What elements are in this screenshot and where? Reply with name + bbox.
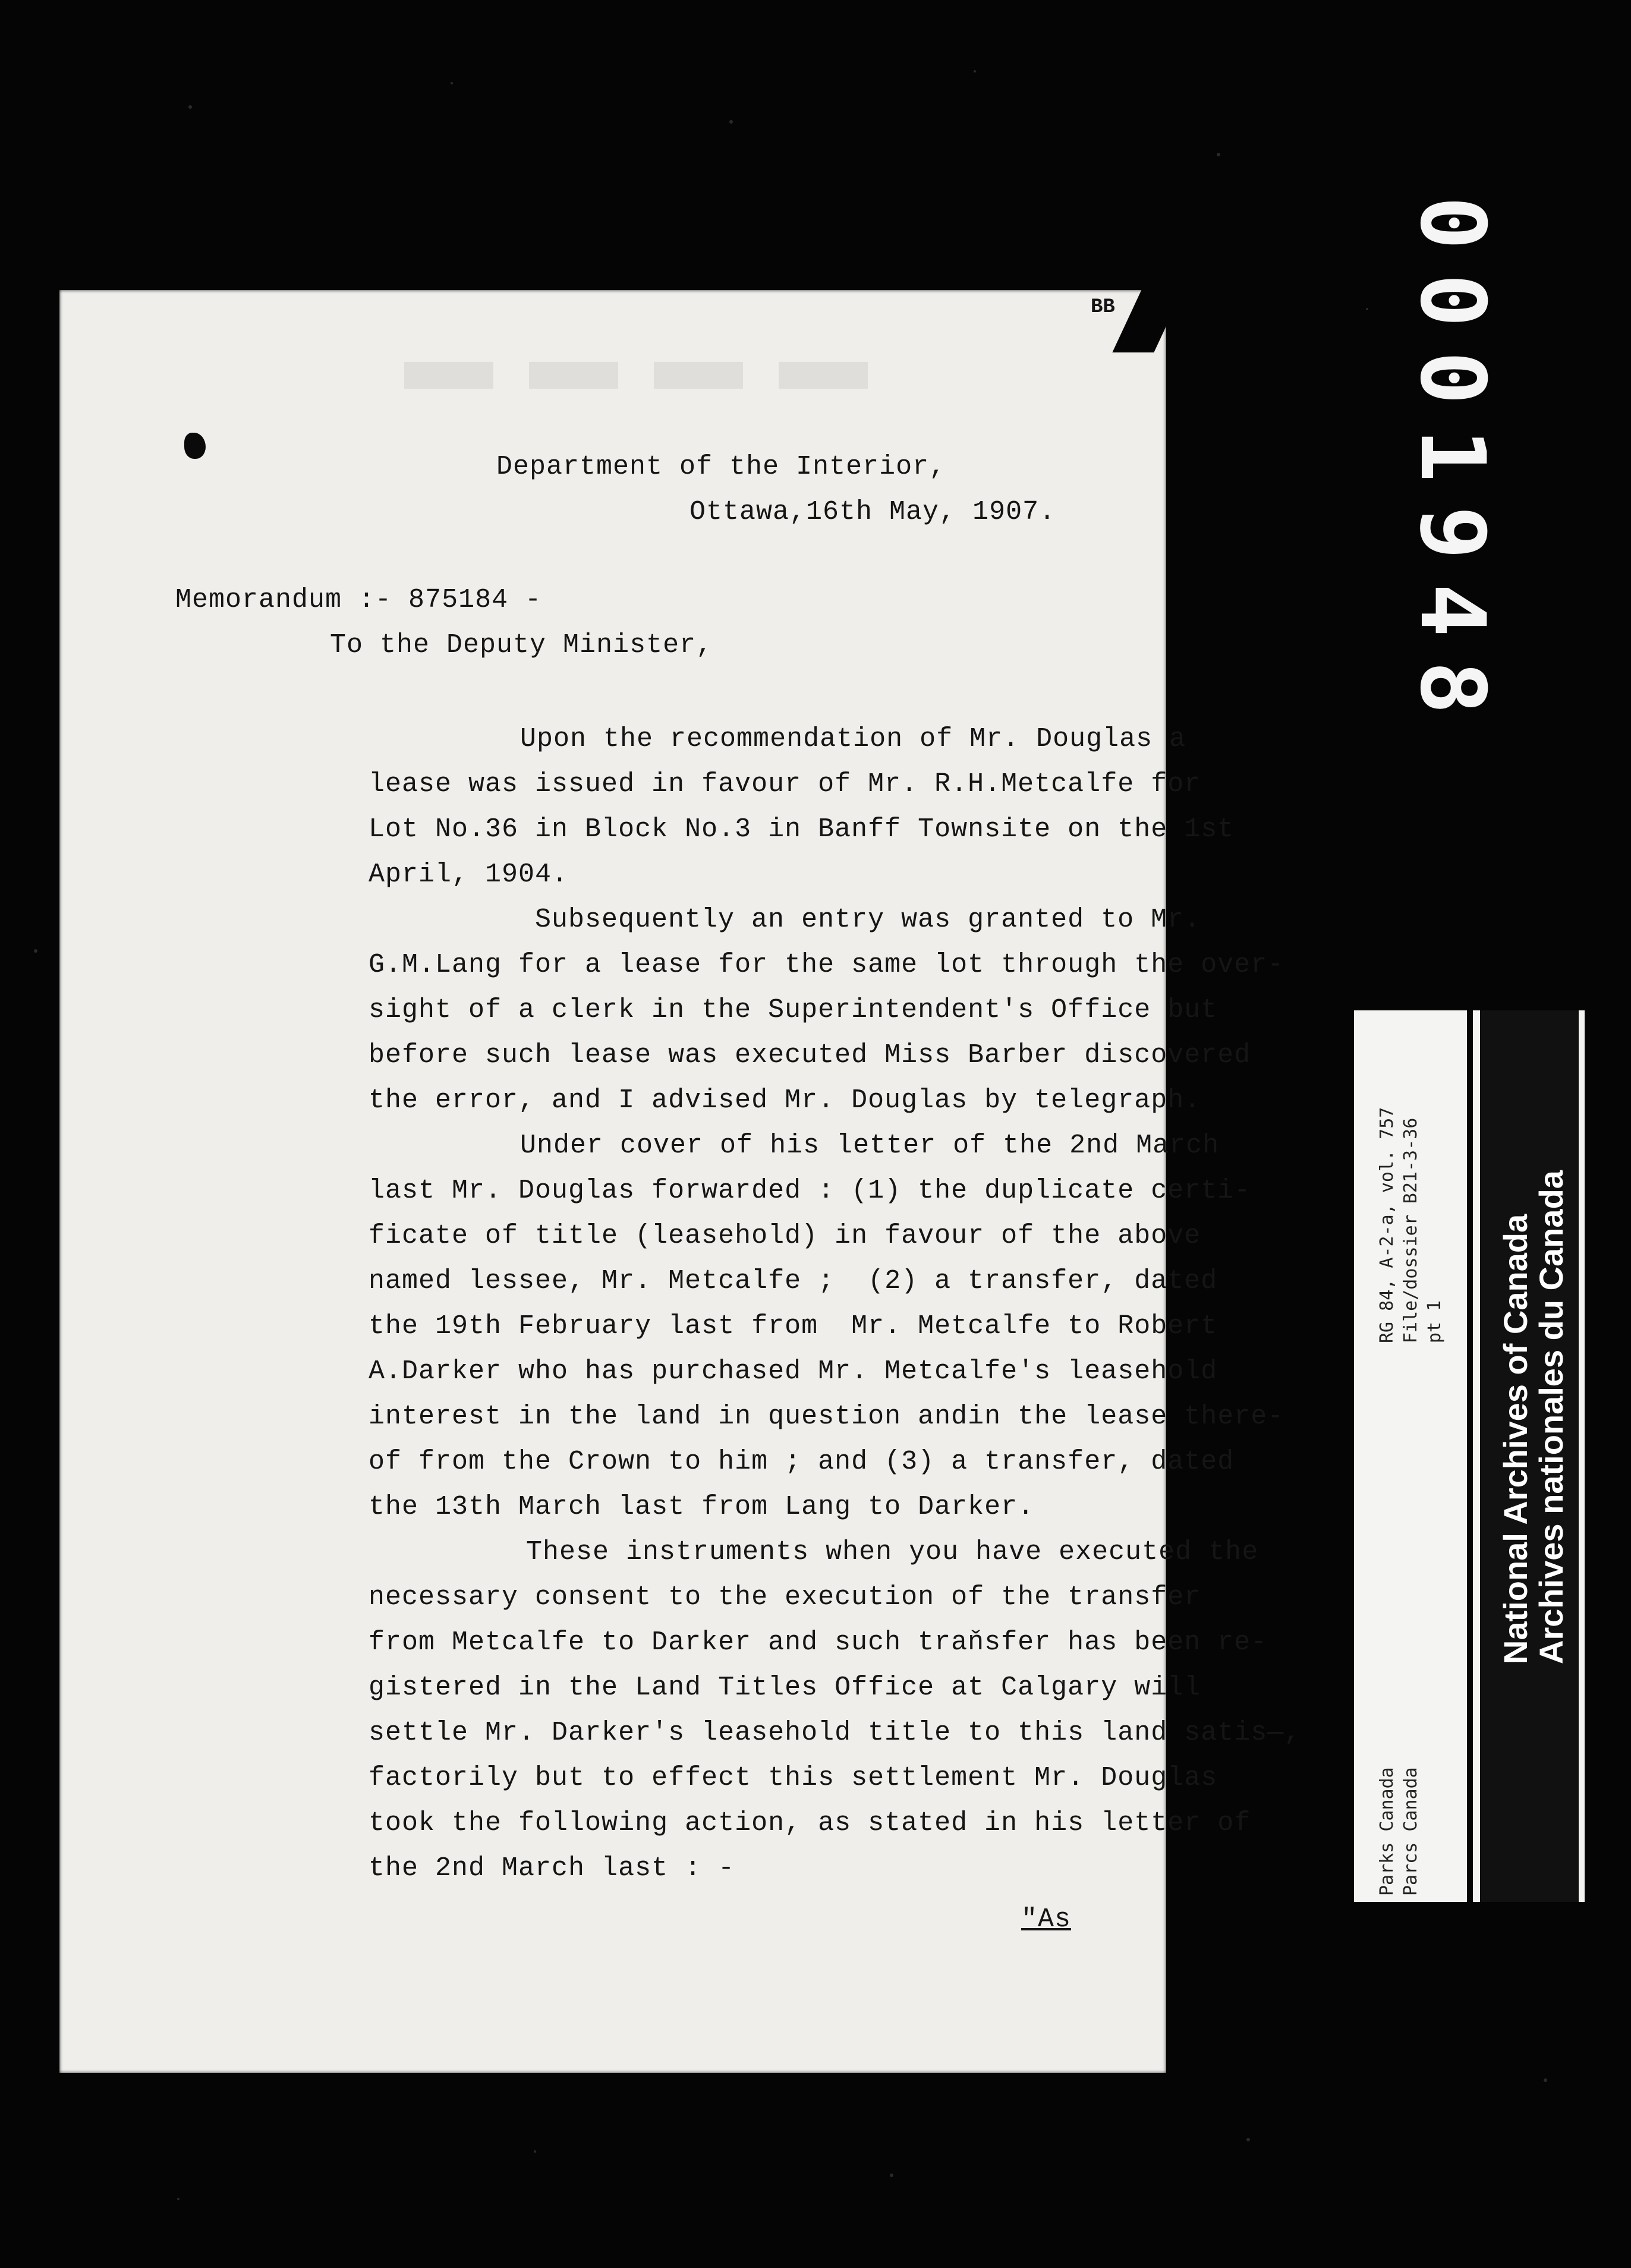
header-department: Department of the Interior, xyxy=(496,452,946,482)
body-line: April, 1904. xyxy=(369,859,569,890)
body-line: settle Mr. Darker's leasehold title to this land satis—, xyxy=(369,1718,1301,1748)
body-line: Under cover of his letter of the 2nd March xyxy=(520,1130,1220,1161)
body-line: before such lease was executed Miss Barber discovered xyxy=(369,1040,1251,1070)
addressee: To the Deputy Minister, xyxy=(330,630,713,660)
body-line: named lessee, Mr. Metcalfe ; (2) a transfer, dated xyxy=(369,1266,1218,1296)
body-line: A.Darker who has purchased Mr. Metcalfe's leasehold xyxy=(369,1356,1218,1387)
body-line: factorily but to effect this settlement Mr. Douglas xyxy=(369,1763,1218,1793)
bleed-through-text: ▬▬▬▬ xyxy=(404,310,903,408)
body-line: Subsequently an entry was granted to Mr. xyxy=(535,905,1201,935)
memo-sheet xyxy=(59,290,1301,2073)
body-line: took the following action, as stated in his letter of xyxy=(369,1808,1251,1838)
reference-line-2: File/dossier B21-3-36 xyxy=(1400,1117,1421,1343)
body-line: from Metcalfe to Darker and such traňsfer has been re- xyxy=(369,1627,1268,1658)
body-line: ficate of title (leasehold) in favour of the above xyxy=(369,1221,1201,1251)
body-line: the error, and I advised Mr. Douglas by telegraph. xyxy=(369,1085,1201,1116)
body-line: last Mr. Douglas forwarded : (1) the duplicate certi- xyxy=(369,1176,1251,1206)
frame-number-text: 0001948 xyxy=(1400,196,1504,739)
body-line: necessary consent to the execution of the transfer xyxy=(369,1582,1201,1612)
body-line: interest in the land in question andin the lease there- xyxy=(369,1401,1284,1432)
body-line: the 19th February last from Mr. Metcalfe to Robert xyxy=(369,1311,1218,1341)
body-line: lease was issued in favour of Mr. R.H.Metcalfe for xyxy=(369,769,1201,799)
archive-reference-label xyxy=(1354,1010,1467,1902)
corner-mark: BB xyxy=(1091,296,1115,319)
department-en: Parks Canada xyxy=(1377,1767,1397,1896)
reference-line-1: RG 84, A-2-a, vol. 757 xyxy=(1377,1107,1397,1343)
archive-name-label xyxy=(1473,1010,1585,1902)
body-line: G.M.Lang for a lease for the same lot through the over- xyxy=(369,950,1284,980)
department-fr: Parcs Canada xyxy=(1400,1767,1421,1896)
body-line: Lot No.36 in Block No.3 in Banff Townsite on the 1st xyxy=(369,814,1235,845)
header-date: Ottawa,16th May, 1907. xyxy=(689,497,1056,527)
body-line: of from the Crown to him ; and (3) a transfer, dated xyxy=(369,1447,1235,1477)
frame-number xyxy=(1400,196,1504,790)
body-line: sight of a clerk in the Superintendent's Office but xyxy=(369,995,1218,1025)
body-line: the 13th March last from Lang to Darker. xyxy=(369,1492,1035,1522)
reference-line-3: pt 1 xyxy=(1424,1300,1445,1343)
folded-corner xyxy=(1112,287,1184,352)
archive-name-fr: Archives nationales du Canada xyxy=(1532,1170,1570,1664)
ink-spot xyxy=(184,433,206,459)
body-line: the 2nd March last : - xyxy=(369,1853,735,1883)
body-line: These instruments when you have executed the xyxy=(526,1537,1259,1567)
catchword: "As xyxy=(1021,1904,1072,1935)
body-line: Upon the recommendation of Mr. Douglas a xyxy=(520,724,1186,754)
body-line: gistered in the Land Titles Office at Calgary will xyxy=(369,1672,1201,1703)
archive-name-en: National Archives of Canada xyxy=(1497,1214,1534,1664)
memorandum-number: Memorandum :- 875184 - xyxy=(175,585,542,615)
